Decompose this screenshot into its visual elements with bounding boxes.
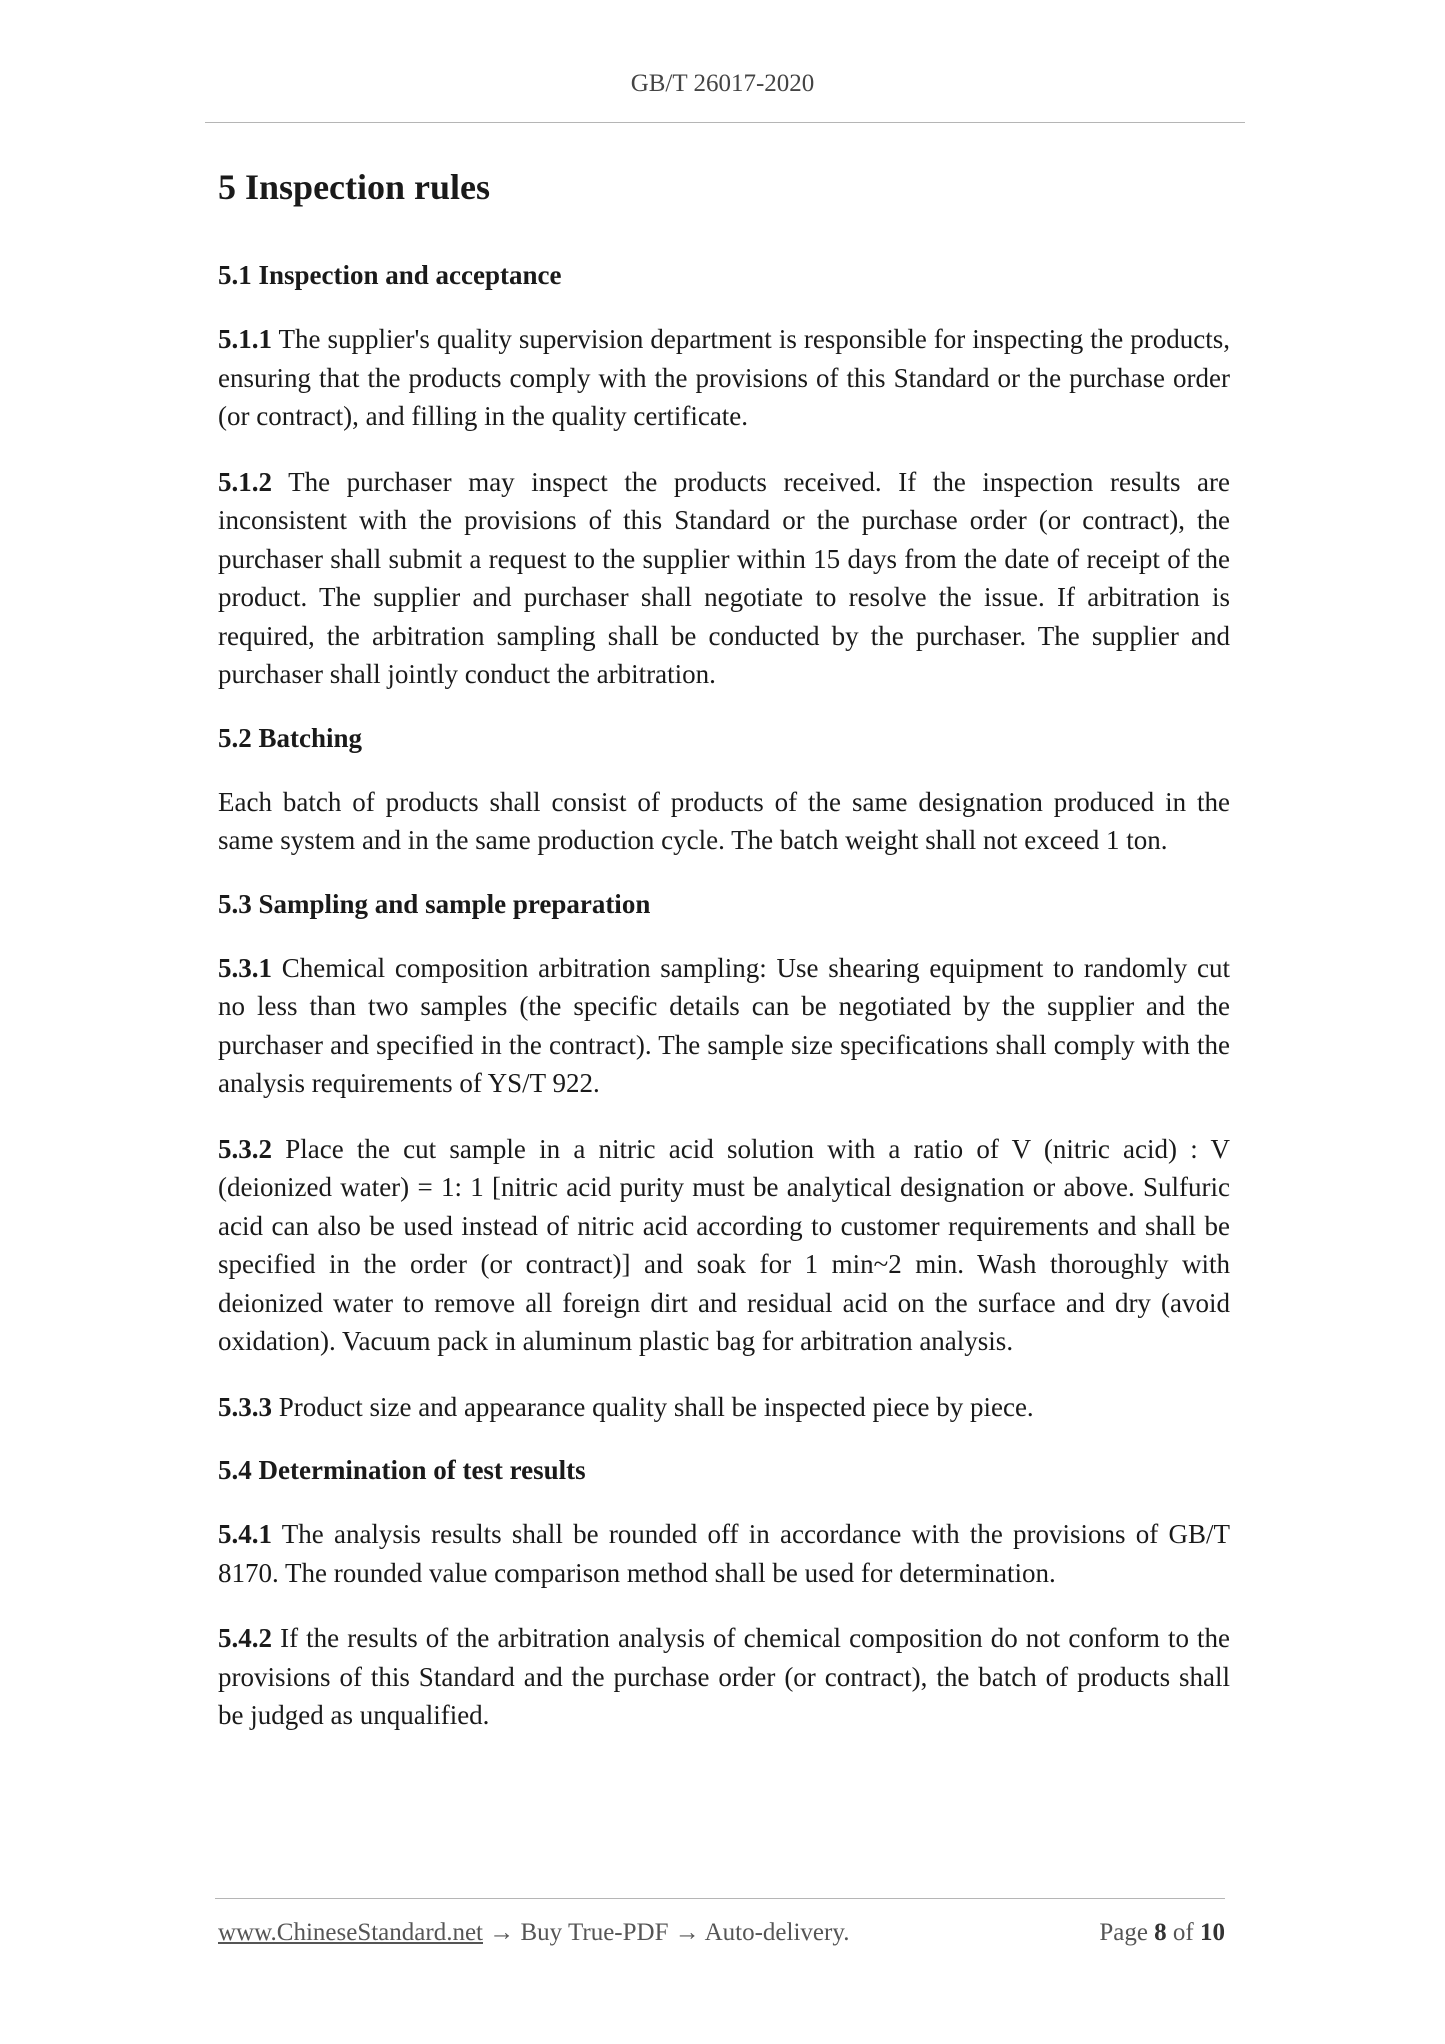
- clause-text: If the results of the arbitration analysis of chemical composition do not conform to the provisions of this Standard and the purchase order (or contract), the batch of products shall be judged as unqualified.: [218, 1623, 1231, 1731]
- page-of-label: of: [1172, 1919, 1194, 1946]
- paragraph-5-3-3: [218, 1388, 1230, 1427]
- clause-number: 5.3.3: [218, 1391, 272, 1422]
- paragraph-5-2: [218, 783, 1230, 860]
- paragraph-5-1-2: [218, 463, 1230, 694]
- website-link[interactable]: www.ChineseStandard.net: [218, 1919, 483, 1946]
- clause-text: The analysis results shall be rounded off in accordance with the provisions of GB/T 8170. The rounded value comparison method shall be used for determination.: [218, 1519, 1230, 1588]
- subsection-title-5-1: 5.1 Inspection and acceptance: [218, 260, 562, 290]
- page-header-standard-code: GB/T 26017-2020: [630, 70, 815, 97]
- clause-text: The supplier's quality supervision department is responsible for inspecting the products, ensuring that the products comply with the provisions of this Standard or the purchase order (or contract), and filling in the quality certificate.: [218, 324, 1231, 432]
- clause-text: Each batch of products shall consist of products of the same designation produced in the same system and in the same production cycle. The batch weight shall not exceed 1 ton.: [218, 786, 1230, 856]
- clause-text: The purchaser may inspect the products received. If the inspection results are inconsistent with the provisions of this Standard or the purchase order (or contract), the purchaser shall submit a request to the supplier within 15 days from the date of receipt of the product. The supplier and purchaser shall negotiate to resolve the issue. If arbitration is required, the arbitration sampling shall be conducted by the purchaser. The supplier and purchaser shall jointly conduct the arbitration.: [218, 466, 1230, 690]
- paragraph-5-3-2: [218, 1130, 1230, 1361]
- clause-number: 5.1.2: [218, 466, 272, 497]
- paragraph-5-4-1: [218, 1515, 1230, 1592]
- document-body: [218, 165, 1230, 1762]
- clause-text: Chemical composition arbitration sampling: Use shearing equipment to randomly cut no less than two samples (the specific details can be negotiated by the supplier and the purchaser and specified in the contract). The sample size specifications shall comply with the analysis requirements of YS/T 922.: [218, 952, 1230, 1099]
- paragraph-5-1-1: [218, 320, 1230, 436]
- page-indicator: [1099, 1919, 1225, 1947]
- header-divider: [205, 122, 1245, 123]
- footer-divider: [215, 1898, 1225, 1899]
- subsection-title-5-2: 5.2 Batching: [218, 722, 363, 753]
- subsection-title-5-4: 5.4 Determination of test results: [218, 1455, 586, 1486]
- clause-number: 5.4.1: [218, 1519, 272, 1550]
- page-total: 10: [1200, 1919, 1225, 1946]
- clause-number: 5.4.2: [218, 1623, 272, 1654]
- page-label: Page: [1099, 1919, 1148, 1946]
- footer-promo: [218, 1919, 849, 1947]
- subsection-title-5-3: 5.3 Sampling and sample preparation: [218, 888, 651, 919]
- page-footer: [218, 1919, 1225, 1947]
- clause-number: 5.1.1: [218, 324, 272, 355]
- clause-number: 5.3.2: [218, 1133, 272, 1164]
- clause-number: 5.3.1: [218, 952, 272, 983]
- section-title: 5 Inspection rules: [218, 167, 491, 207]
- clause-text: Product size and appearance quality shall be inspected piece by piece.: [278, 1391, 1034, 1422]
- clause-text: Place the cut sample in a nitric acid solution with a ratio of V (nitric acid) : V (deionized water) = 1: 1 [nitric acid purity must be analytical designation or above. Sulfuric acid can also be used instead of nitric acid according to customer requirements and shall be specified in the order (or contract)] and soak for 1 min~2 min. Wash thoroughly with deionized water to remove all foreign dirt and residual acid on the surface and dry (avoid oxidation). Vacuum pack in aluminum plastic bag for arbitration analysis.: [218, 1133, 1230, 1357]
- paragraph-5-3-1: [218, 949, 1230, 1103]
- promo-text: → Buy True-PDF → Auto-delivery.: [489, 1919, 850, 1946]
- page-current: 8: [1154, 1919, 1167, 1946]
- paragraph-5-4-2: [218, 1619, 1230, 1735]
